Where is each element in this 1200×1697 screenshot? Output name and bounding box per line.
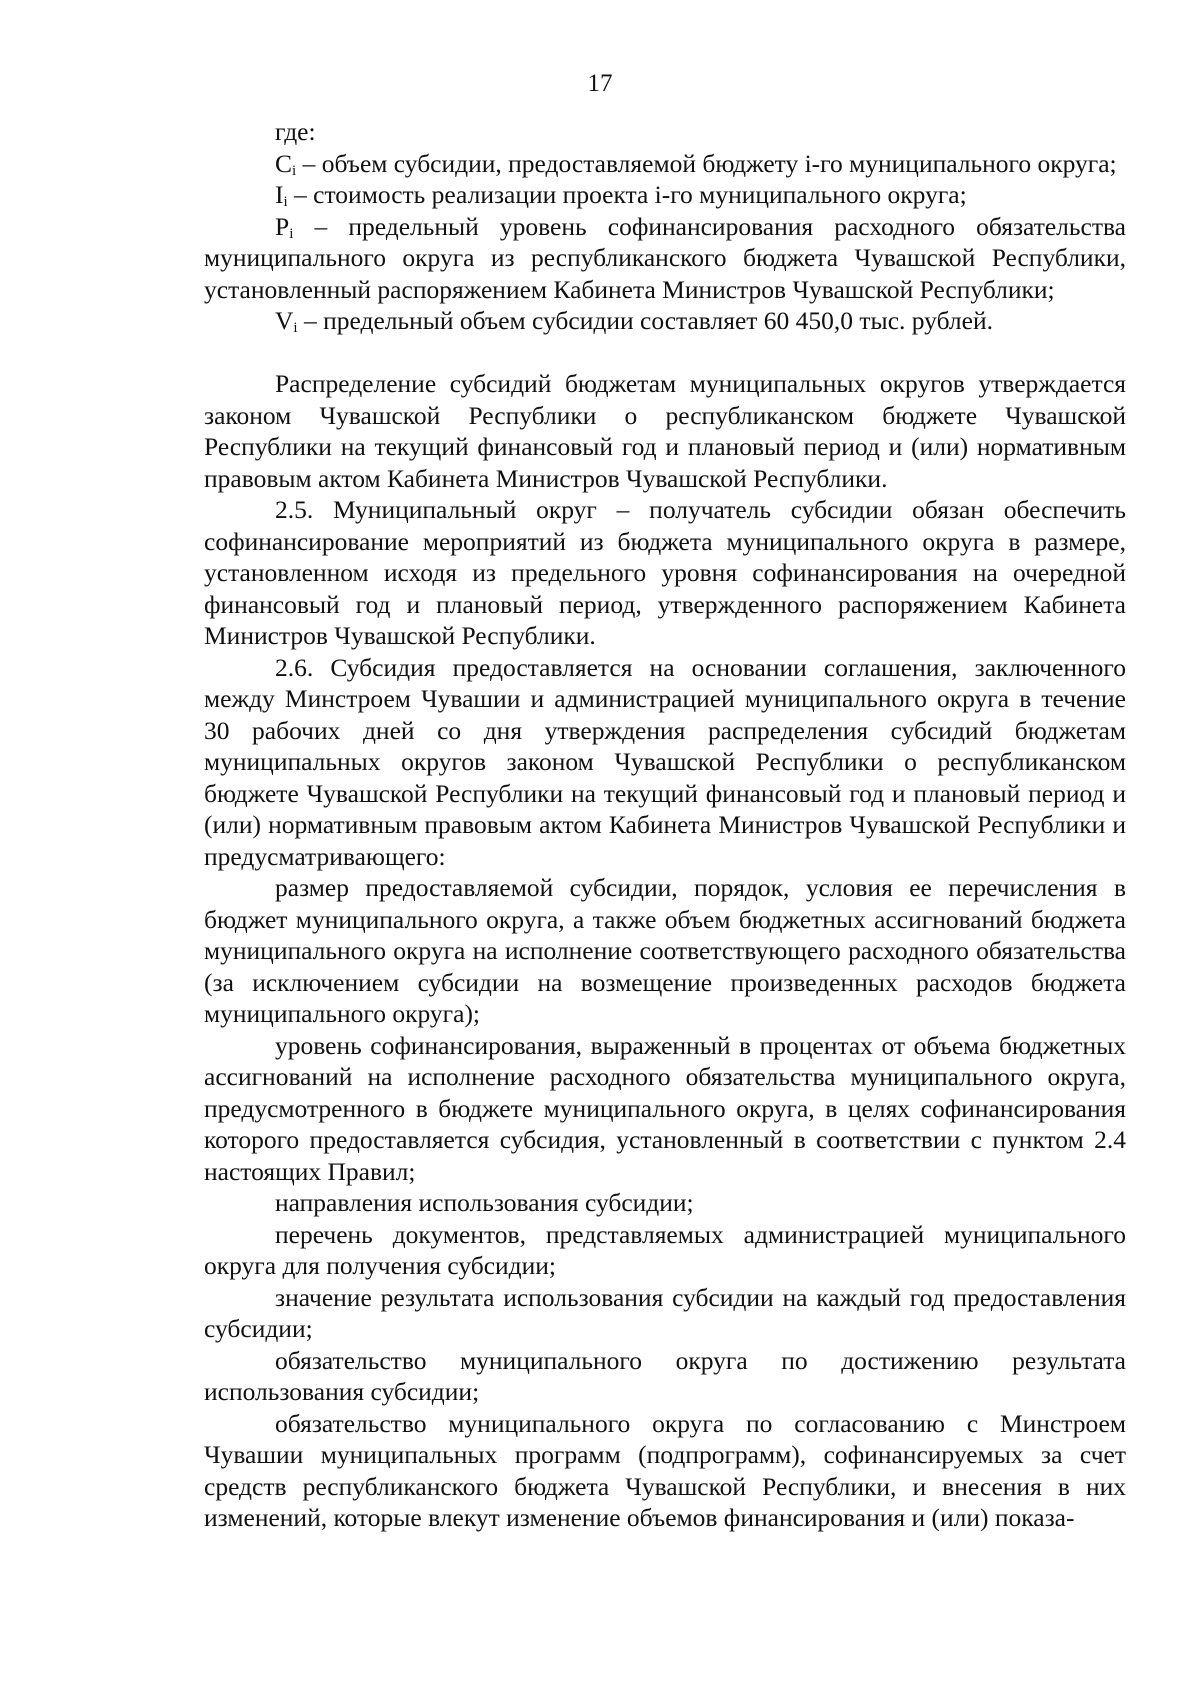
- definition-text: – предельный уровень софинансирования расходного обязательства муниципального округа из республиканского бюджета Чувашской Республики, установленный распоряжением Кабинета Министров Чувашской Республики;: [204, 211, 1126, 304]
- paragraph-2-6: 2.6. Субсидия предоставляется на основании соглашения, заключенного между Минстроем Чувашии и администрацией муниципального округа в течение 30 рабочих дней со дня утверждения распределения субсидий бюджетам муниципальных округов законом Чувашской Республики о республиканском бюджете Чувашской Республики на текущий финансовый год и плановый период и (или) нормативным правовым актом Кабинета Министров Чувашской Республики и предусматривающего:: [204, 652, 1126, 871]
- agreement-item-cofinancing-level: уровень софинансирования, выраженный в процентах от объема бюджетных ассигнований на исполнение расходного обязательства муниципального округа, предусмотренного в бюджете муниципального округа, в целях софинансирования которого предоставляется субсидия, установленный в соответствии с пунктом 2.4 настоящих Правил;: [204, 1030, 1126, 1186]
- formula-subscript: i: [292, 162, 297, 179]
- definition-i: [204, 179, 1126, 211]
- formula-symbol: V: [275, 306, 294, 335]
- paragraph-2-5: 2.5. Муниципальный округ – получатель субсидии обязан обеспечить софинансирование мероприятий из бюджета муниципального округа в размере, установленном исходя из предельного уровня софинансирования на очередной финансовый год и плановый период, утвержденного распоряжением Кабинета Министров Чувашской Республики.: [204, 495, 1126, 650]
- agreement-item-result-obligation: обязательство муниципального округа по достижению результата использования субсидии;: [204, 1345, 1126, 1406]
- page-number: 17: [587, 70, 613, 97]
- paragraph-distribution: Распределение субсидий бюджетам муниципальных округов утверждается законом Чувашской Республики о республиканском бюджете Чувашской Республики на текущий финансовый год и плановый период и (или) нормативным правовым актом Кабинета Министров Чувашской Республики.: [204, 369, 1126, 493]
- definition-text: – стоимость реализации проекта i-го муниципального округа;: [287, 180, 967, 209]
- definition-text: – объем субсидии, предоставляемой бюджету i-го муниципального округа;: [296, 148, 1117, 178]
- formula-symbol: I: [275, 180, 284, 209]
- formula-subscript: i: [283, 194, 288, 210]
- agreement-item-result-value: значение результата использования субсидии на каждый год предоставления субсидии;: [204, 1282, 1126, 1343]
- definition-p: [204, 211, 1126, 306]
- definition-c: [204, 148, 1126, 180]
- agreement-item-amount: размер предоставляемой субсидии, порядок, условия ее перечисления в бюджет муниципального округа, а также объем бюджетных ассигнований бюджета муниципального округа на исполнение соответствующего расходного обязательства (за исключением субсидии на возмещение произведенных расходов бюджета муниципального округа);: [204, 873, 1126, 1028]
- definition-text: – предельный объем субсидии составляет 60 450,0 тыс. рублей.: [297, 306, 993, 335]
- document-body: [204, 116, 1126, 1534]
- agreement-item-programs-obligation: обязательство муниципального округа по согласованию с Минстроем Чувашии муниципальных программ (подпрограмм), софинансируемых за счет средств республиканского бюджета Чувашской Республики, и внесения в них изменений, которые влекут изменение объемов финансирования и (или) показа-: [204, 1408, 1126, 1532]
- definition-v: [204, 305, 1126, 337]
- agreement-item-directions: направления использования субсидии;: [275, 1188, 694, 1217]
- formula-subscript: i: [293, 320, 298, 336]
- formula-symbol: P: [275, 211, 290, 241]
- definitions-intro: где:: [275, 117, 316, 146]
- formula-subscript: i: [289, 225, 294, 242]
- agreement-item-documents: перечень документов, представляемых администрацией муниципального округа для получения субсидии;: [204, 1219, 1126, 1280]
- formula-symbol: C: [275, 148, 293, 178]
